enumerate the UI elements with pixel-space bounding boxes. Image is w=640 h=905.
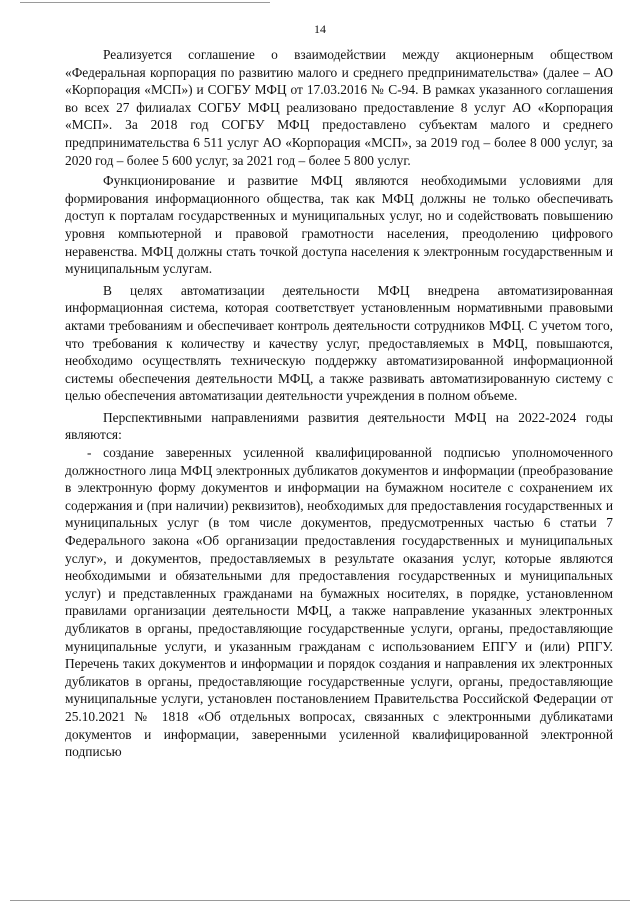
- paragraph-prospects: Перспективными направлениями развития деятельности МФЦ на 2022-2024 годы являются:: [65, 409, 613, 443]
- list-item-digital-duplicates: - создание заверенных усиленной квалифицированной подписью уполномоченного должностного лица МФЦ электронных дубликатов документов и информации (преобразование в электронную форму документов и информации на бумажном носителе с сохранением их содержания и (при наличии) реквизитов), необходимых для предоставления государственных и муниципальных услуг (в том числе документов, предусмотренных частью 6 статьи 7 Федерального закона «Об организации предоставления государственных и муниципальных услуг», и документов, предоставляемых в результате оказания услуг, которые являются необходимыми и обязательными для предоставления государственных и муниципальных услуг) и представленных гражданами на бумажных носителях, в порядке, установленном правилами организации деятельности МФЦ, а также направление указанных электронных дубликатов в органы, предоставляющие государственные услуги, органы, предоставляющие муниципальные услуги, и указанным гражданам с использованием ЕПГУ и (или) РПГУ. Перечень таких документов и информации и порядок создания и направления их электронных дубликатов в органы, предоставляющие государственные услуги, органы, предоставляющие муниципальные услуги, установлен постановлением Правительства Российской Федерации от 25.10.2021 № 1818 «Об отдельных вопросах, связанных с электронными дубликатами документов и информации, заверенными усиленной квалифицированной электронной подписью: [65, 445, 613, 760]
- paragraph-mfc-development: Функционирование и развитие МФЦ являются необходимыми условиями для формирования информационного общества, так как МФЦ должны не только обеспечивать доступ к порталам государственных и муниципальных услуг, но и содействовать повышению уровня компьютерной и правовой грамотности населения, преодолению цифрового неравенства. МФЦ должны стать точкой доступа населения к электронным государственным и муниципальным услугам.: [65, 173, 613, 277]
- scan-artifact-top: [20, 2, 270, 3]
- page-number: 14: [314, 22, 326, 36]
- paragraph-automation: В целях автоматизации деятельности МФЦ внедрена автоматизированная информационная система, которая соответствует установленным нормативными правовыми актами требованиям и обеспечивает контроль деятельности сотрудников МФЦ. С учетом того, что требования к количеству и качеству услуг, предоставляемых в МФЦ, повышаются, необходимо осуществлять техническую поддержку автоматизированной информационной системы обеспечения деятельности МФЦ, а также развивать автоматизированную систему с целью обеспечения автоматизации деятельности учреждения в полном объеме.: [65, 282, 613, 404]
- document-body: [65, 46, 613, 761]
- scan-artifact-bottom: [10, 900, 630, 901]
- paragraph-msp-agreement: Реализуется соглашение о взаимодействии между акционерным обществом «Федеральная корпорация по развитию малого и среднего предпринимательства» (далее – АО «Корпорация «МСП») и СОГБУ МФЦ от 17.03.2016 № С-94. В рамках указанного соглашения во всех 27 филиалах СОГБУ МФЦ реализовано предоставление 8 услуг АО «Корпорация «МСП». За 2018 год СОГБУ МФЦ предоставлено субъектам малого и среднего предпринимательства 6 511 услуг АО «Корпорация «МСП», за 2019 год – более 8 000 услуг, за 2020 год – более 5 600 услуг, за 2021 год – более 5 800 услуг.: [65, 47, 613, 168]
